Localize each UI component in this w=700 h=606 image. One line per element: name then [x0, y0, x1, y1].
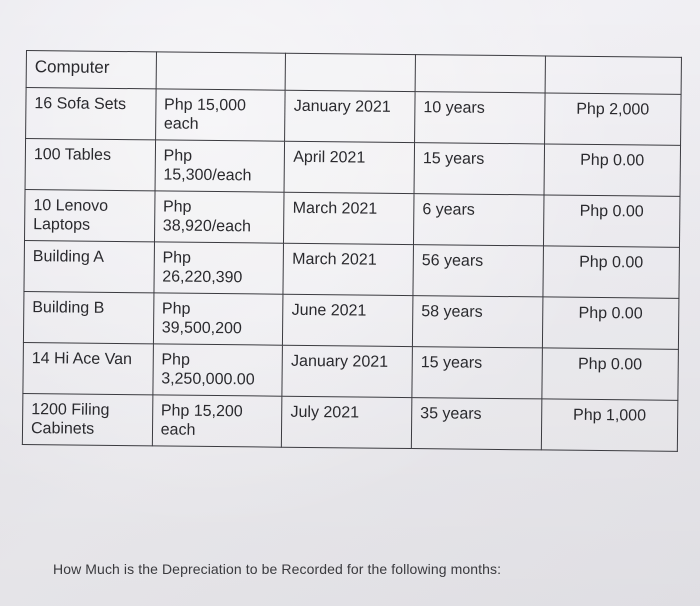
salvage-cell: Php 0.00 — [542, 348, 679, 400]
salvage-cell: Php 1,000 — [541, 399, 678, 451]
cost-cell: Php 3,250,000.00 — [153, 344, 283, 396]
date-cell: April 2021 — [284, 141, 414, 193]
cost-cell: Php 26,220,390 — [154, 242, 284, 294]
table-row — [25, 139, 680, 197]
life-cell: 15 years — [414, 143, 544, 195]
cost-cell: Php 15,300/each — [155, 140, 285, 192]
life-cell: 6 years — [413, 194, 543, 246]
asset-table — [22, 50, 682, 452]
life-cell: 10 years — [415, 92, 545, 144]
table-row — [26, 88, 681, 146]
date-cell: January 2021 — [285, 90, 415, 142]
table-row — [23, 342, 678, 400]
header-cell-life — [415, 55, 545, 93]
cost-cell: Php 15,000 each — [155, 89, 285, 141]
salvage-cell: Php 0.00 — [543, 195, 680, 247]
table-row — [24, 240, 679, 298]
life-cell: 58 years — [412, 296, 542, 348]
date-cell: March 2021 — [284, 192, 414, 244]
header-cell-date — [285, 53, 415, 91]
item-cell: 16 Sofa Sets — [26, 88, 156, 140]
salvage-cell: Php 0.00 — [543, 246, 680, 298]
life-cell: 15 years — [412, 347, 542, 399]
date-cell: January 2021 — [282, 345, 412, 397]
date-cell: July 2021 — [282, 396, 412, 448]
cost-cell: Php 15,200 each — [152, 395, 282, 447]
salvage-cell: Php 2,000 — [544, 93, 681, 145]
salvage-cell: Php 0.00 — [542, 297, 679, 349]
cost-cell: Php 38,920/each — [154, 191, 284, 243]
item-cell: 14 Hi Ace Van — [23, 342, 153, 394]
item-cell: Building B — [23, 291, 153, 343]
salvage-cell: Php 0.00 — [544, 144, 681, 196]
table-row — [23, 291, 678, 349]
item-cell: 1200 Filing Cabinets — [22, 393, 152, 445]
life-cell: 56 years — [413, 245, 543, 297]
table-row — [22, 393, 677, 451]
header-cell-cost — [156, 52, 286, 90]
date-cell: June 2021 — [283, 294, 413, 346]
header-cell-salvage — [545, 56, 682, 94]
life-cell: 35 years — [411, 398, 541, 450]
cost-cell: Php 39,500,200 — [153, 293, 283, 345]
item-cell: 10 Lenovo Laptops — [25, 189, 155, 241]
item-cell: Building A — [24, 240, 154, 292]
question-text: How Much is the Depreciation to be Recorded for the following months: — [53, 561, 502, 577]
header-cell-item: Computer — [26, 51, 156, 89]
item-cell: 100 Tables — [25, 139, 155, 191]
table-row — [25, 189, 680, 247]
date-cell: March 2021 — [283, 243, 413, 295]
